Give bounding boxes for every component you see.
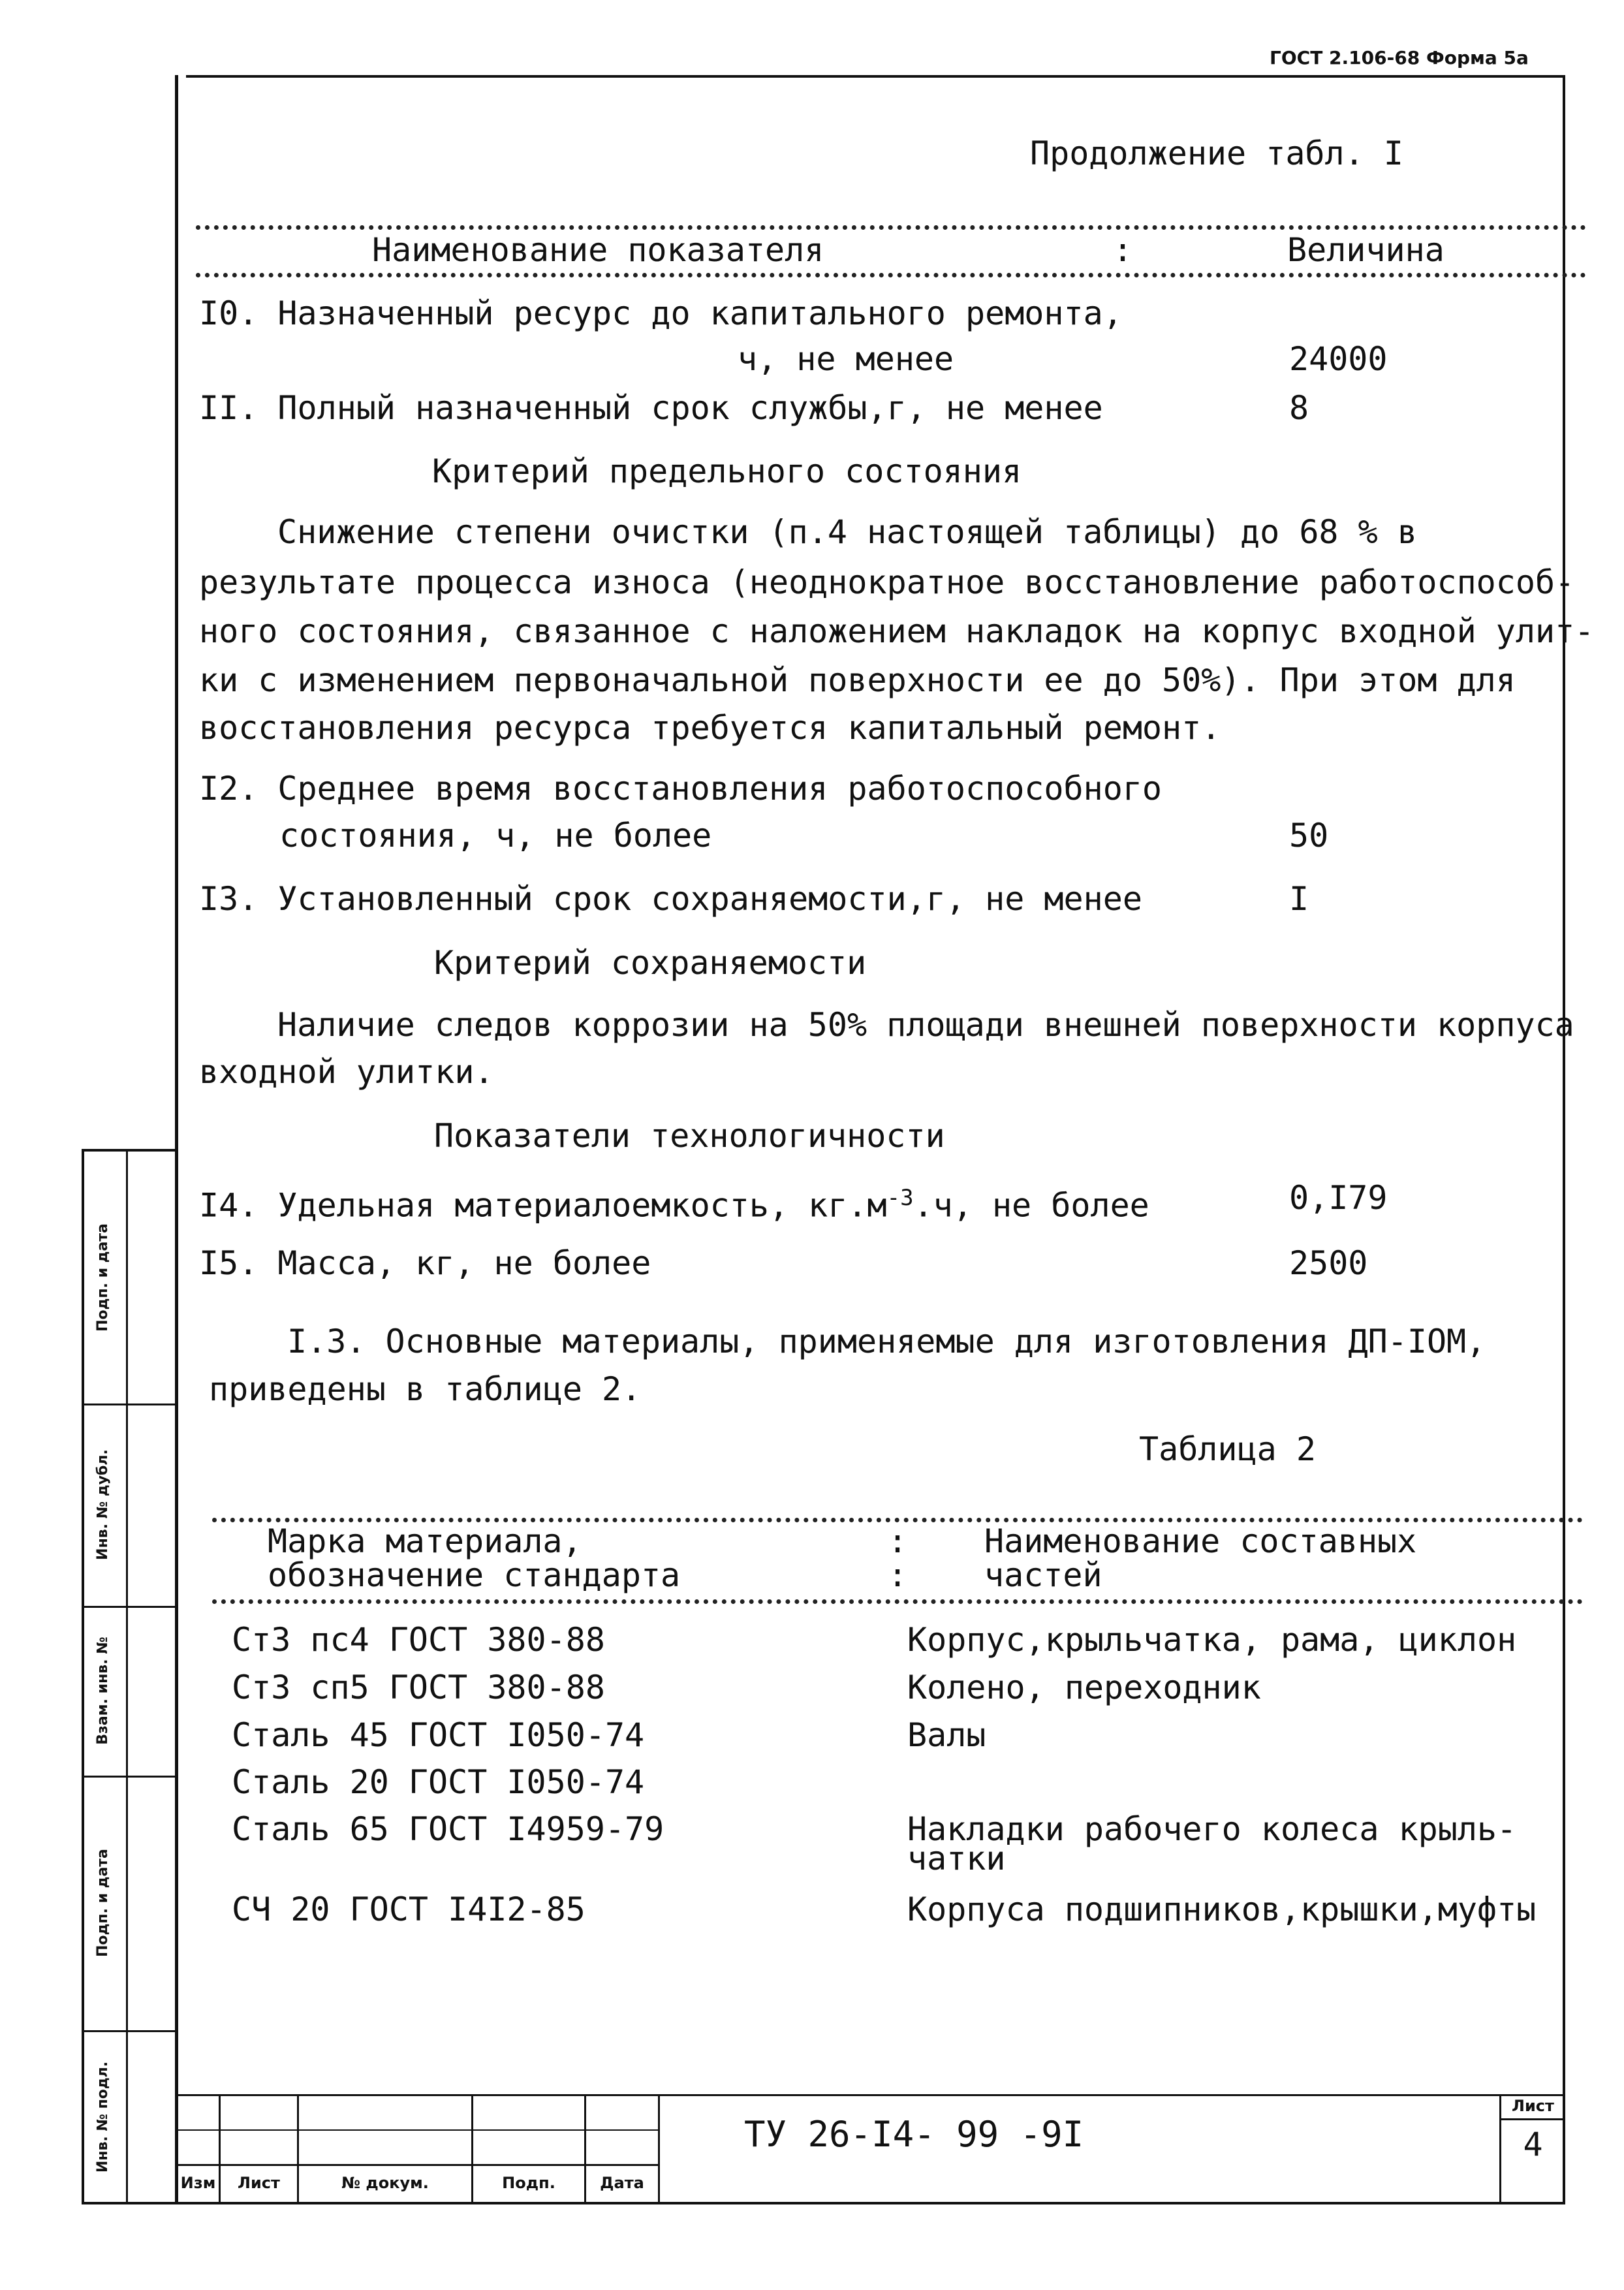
side-strip-sep xyxy=(82,1404,178,1405)
criterion-1-title: Критерий предельного состояния xyxy=(432,452,1022,490)
table-row-material: Сталь 65 ГОСТ I4959-79 xyxy=(232,1810,664,1848)
item-15-value: 2500 xyxy=(1289,1244,1368,1282)
side-strip-top xyxy=(82,1149,178,1152)
item-11-value: 8 xyxy=(1289,389,1309,427)
frame-left xyxy=(175,75,178,2202)
side-strip-divider xyxy=(126,1149,128,2203)
table-row-parts: Накладки рабочего колеса крыль- xyxy=(907,1810,1517,1848)
item-14-value: 0,I79 xyxy=(1289,1179,1388,1217)
table2-col-sep: : xyxy=(888,1522,908,1560)
item-10-value: 24000 xyxy=(1289,340,1388,378)
side-label-podp-data: Подп. и дата xyxy=(95,1849,111,1957)
table2-col1-line2: обозначение стандарта xyxy=(268,1556,681,1594)
table2-col2-line1: Наименование составных xyxy=(984,1522,1417,1560)
stamp-col-data: Дата xyxy=(600,2174,644,2192)
stamp-col-dokum: № докум. xyxy=(341,2174,429,2192)
document-designation: ТУ 26-I4- 99 -9I xyxy=(744,2114,1084,2155)
table-row-parts: Колено, переходник xyxy=(907,1669,1261,1706)
stamp-col-podp: Подп. xyxy=(502,2174,555,2192)
table-row-parts: Корпуса подшипников,крышки,муфты xyxy=(907,1890,1537,1928)
side-label-podp-data: Подп. и дата xyxy=(95,1223,111,1332)
side-label-inv-podl: Инв. № подл. xyxy=(95,2061,111,2173)
table1-col-value: Величина xyxy=(1287,231,1444,269)
stamp-col-line xyxy=(658,2094,660,2203)
item-14-exponent: -3 xyxy=(886,1185,914,1211)
item-12-line2: состояния, ч, не более xyxy=(279,817,712,855)
item-14-suffix: .ч, не более xyxy=(913,1186,1149,1225)
table2-header-rule-top xyxy=(212,1518,1583,1522)
item-15-text: I5. Масса, кг, не более xyxy=(199,1244,651,1282)
table2-col-sep: : xyxy=(888,1556,908,1594)
frame-bottom xyxy=(82,2202,1565,2204)
tech-title: Показатели технологичности xyxy=(434,1117,945,1155)
table-row-material: Сталь 45 ГОСТ I050-74 xyxy=(232,1716,645,1754)
side-strip-left xyxy=(82,1149,84,2203)
criterion-1-line: Снижение степени очистки (п.4 настоящей таблицы) до 68 % в xyxy=(277,513,1417,551)
criterion-2-line: входной улитки. xyxy=(199,1053,494,1091)
table-row-parts-continued: чатки xyxy=(907,1840,1006,1877)
table2-col1-line1: Марка материала, xyxy=(268,1522,582,1560)
table2-header-rule-bottom xyxy=(212,1599,1583,1604)
side-label-inv-dubl: Инв. № дубл. xyxy=(95,1449,111,1560)
frame-right xyxy=(1563,75,1565,2202)
side-label-vzam-inv: Взам. инв. № xyxy=(95,1637,111,1745)
criterion-2-line: Наличие следов коррозии на 50% площади внешней поверхности корпуса xyxy=(277,1006,1574,1044)
section-1-3-line2: приведены в таблице 2. xyxy=(209,1370,642,1408)
item-13-text: I3. Установленный срок сохраняемости,г, не менее xyxy=(199,880,1142,918)
section-1-3-line1: I.3. Основные материалы, применяемые для изготовления ДП-IOM, xyxy=(287,1323,1486,1360)
criterion-2-title: Критерий сохраняемости xyxy=(434,944,867,982)
stamp-top xyxy=(176,2094,1565,2096)
table-row-material: Сталь 20 ГОСТ I050-74 xyxy=(232,1763,645,1801)
item-11-text: II. Полный назначенный срок службы,г, не менее xyxy=(199,389,1103,427)
item-12-value: 50 xyxy=(1289,817,1329,855)
table1-col-sep: : xyxy=(1113,231,1133,269)
table2-title: Таблица 2 xyxy=(1139,1430,1316,1468)
table-row-parts: Корпус,крыльчатка, рама, циклон xyxy=(907,1621,1517,1659)
item-10-line2: ч, не менее xyxy=(738,340,954,378)
criterion-1-line: восстановления ресурса требуется капитальный ремонт. xyxy=(199,709,1221,747)
frame-top xyxy=(186,75,1563,78)
item-12-line1: I2. Среднее время восстановления работоспособного xyxy=(199,770,1163,808)
item-14-prefix: I4. Удельная материалоемкость, кг.м xyxy=(199,1186,887,1225)
table1-header-rule-top xyxy=(196,225,1586,230)
criterion-1-line: ки с изменением первоначальной поверхности ее до 50%). При этом для xyxy=(199,661,1516,699)
stamp-sheet-label: Лист xyxy=(1512,2097,1554,2115)
stamp-row-line xyxy=(176,2164,659,2166)
stamp-col-izm: Изм xyxy=(180,2174,216,2192)
table1-header-rule-bottom xyxy=(196,273,1586,277)
table2-col2-line2: частей xyxy=(984,1556,1102,1594)
stamp-sheet-number: 4 xyxy=(1523,2125,1543,2163)
form-label: ГОСТ 2.106-68 Форма 5а xyxy=(1270,47,1529,69)
stamp-row-line xyxy=(176,2129,659,2131)
table-row-material: Ст3 пс4 ГОСТ 380-88 xyxy=(232,1621,605,1659)
item-14-text xyxy=(199,1178,1149,1225)
item-13-value: I xyxy=(1289,880,1309,918)
stamp-col-list: Лист xyxy=(238,2174,280,2192)
criterion-1-line: ного состояния, связанное с наложением накладок на корпус входной улит- xyxy=(199,612,1595,650)
table-row-material: СЧ 20 ГОСТ I4I2-85 xyxy=(232,1890,586,1928)
table1-col-name: Наименование показателя xyxy=(372,231,824,269)
stamp-sheet-sep xyxy=(1499,2118,1565,2120)
side-strip-sep xyxy=(82,2030,178,2032)
criterion-1-line: результате процесса износа (неоднократное восстановление работоспособ- xyxy=(199,563,1575,601)
item-10-line1: I0. Назначенный ресурс до капитального ремонта, xyxy=(199,294,1123,332)
table-row-parts: Валы xyxy=(907,1716,986,1754)
table-row-material: Ст3 сп5 ГОСТ 380-88 xyxy=(232,1669,605,1706)
table-continuation-label: Продолжение табл. I xyxy=(1030,134,1403,172)
side-strip-sep xyxy=(82,1776,178,1778)
side-strip-sep xyxy=(82,1606,178,1608)
